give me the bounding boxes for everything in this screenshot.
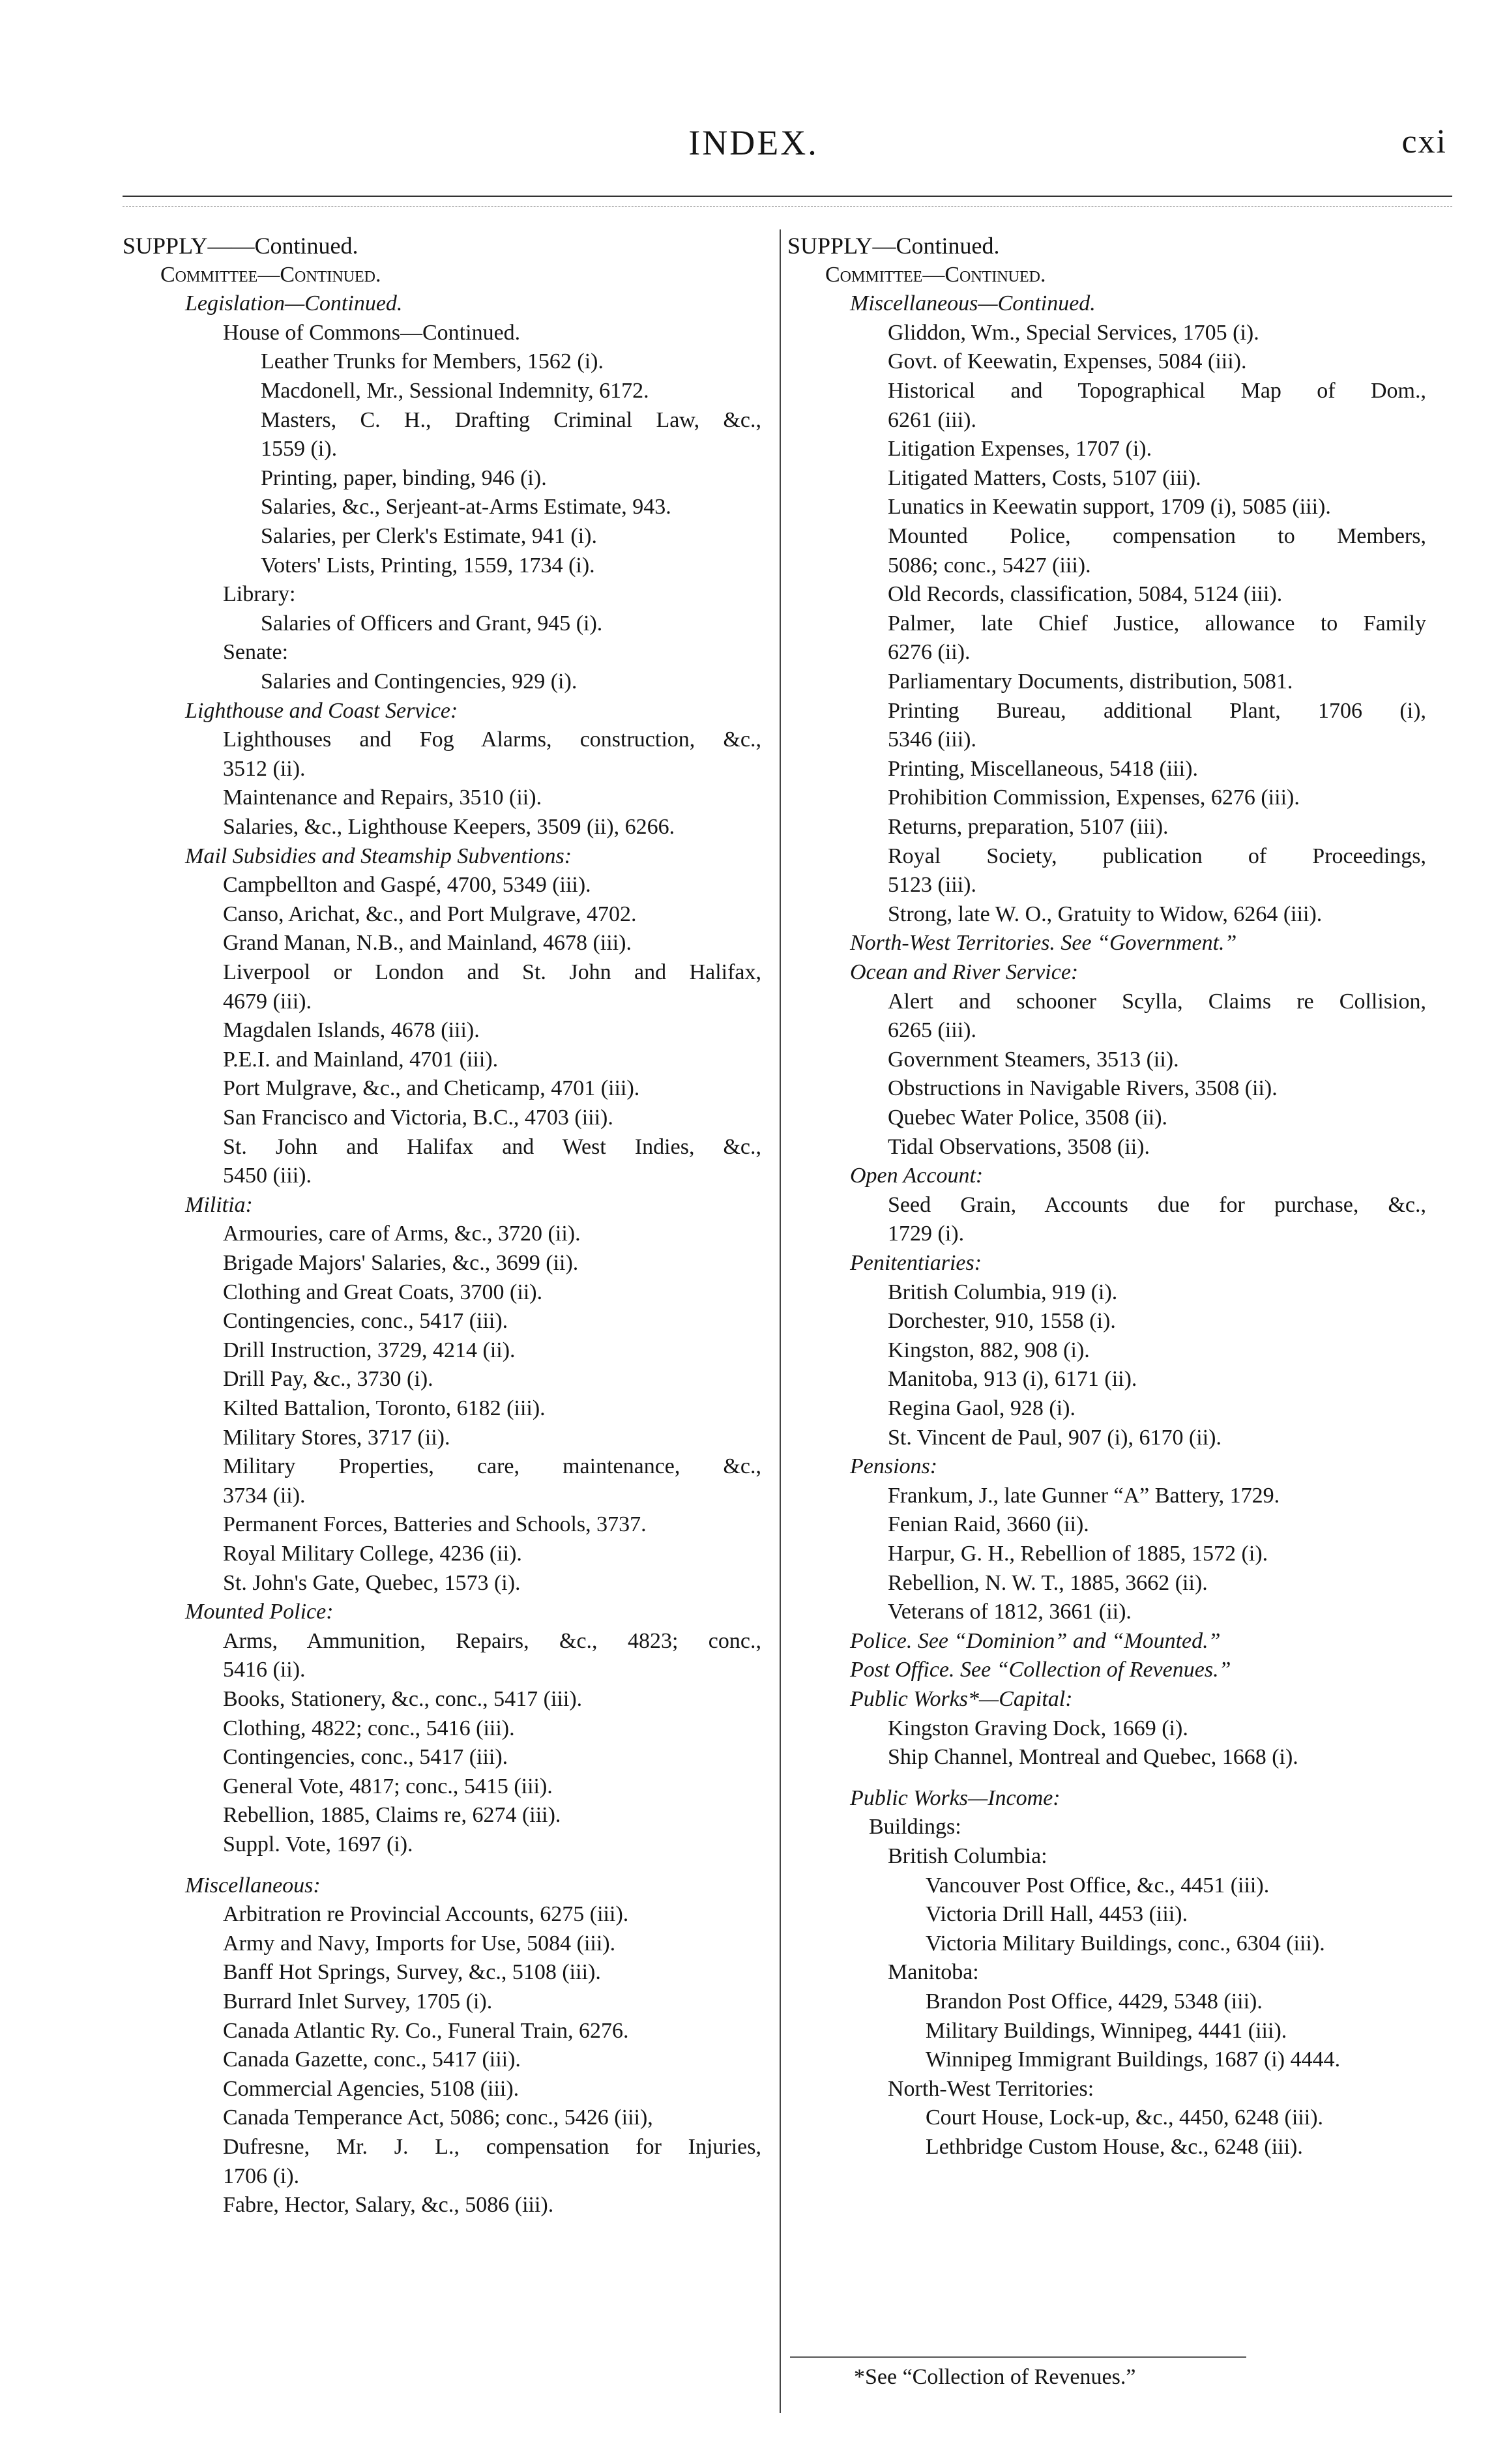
index-entry: Frankum, J., late Gunner “A” Battery, 1729. bbox=[888, 1484, 1280, 1508]
column-divider bbox=[780, 229, 781, 2413]
index-entry: Canada Gazette, conc., 5417 (iii). bbox=[223, 2047, 521, 2072]
index-entry: Clothing and Great Coats, 3700 (ii). bbox=[223, 1280, 543, 1304]
index-entry: Salaries, &c., Serjeant-at-Arms Estimate, 943. bbox=[261, 495, 671, 519]
index-entry: Arms, Ammunition, Repairs, &c., 4823; conc., bbox=[223, 1629, 761, 1653]
right-column bbox=[787, 231, 1446, 2324]
index-entry: Printing Bureau, additional Plant, 1706 (i), bbox=[888, 699, 1426, 723]
index-entry: Canada Atlantic Ry. Co., Funeral Train, 6276. bbox=[223, 2019, 629, 2043]
index-entry: Prohibition Commission, Expenses, 6276 (iii). bbox=[888, 785, 1300, 810]
index-entry: 5346 (iii). bbox=[888, 727, 976, 752]
index-entry: 1729 (i). bbox=[888, 1222, 965, 1246]
index-entry: Salaries, &c., Lighthouse Keepers, 3509 (ii), 6266. bbox=[223, 815, 675, 839]
index-entry: Committee—Continued. bbox=[825, 263, 1046, 287]
index-entry: Government Steamers, 3513 (ii). bbox=[888, 1048, 1179, 1072]
index-entry: Royal Society, publication of Proceedings, bbox=[888, 844, 1426, 868]
index-entry: 1559 (i). bbox=[261, 437, 338, 461]
index-entry: Post Office. See “Collection of Revenues.” bbox=[850, 1658, 1231, 1682]
index-entry: Banff Hot Springs, Survey, &c., 5108 (iii). bbox=[223, 1960, 601, 1984]
index-entry: Litigated Matters, Costs, 5107 (iii). bbox=[888, 466, 1201, 490]
index-entry: Kilted Battalion, Toronto, 6182 (iii). bbox=[223, 1396, 546, 1420]
header-rule-secondary bbox=[123, 206, 1452, 207]
index-entry: Court House, Lock-up, &c., 4450, 6248 (iii). bbox=[926, 2105, 1324, 2130]
index-entry: House of Commons—Continued. bbox=[223, 321, 521, 345]
index-entry: Military Stores, 3717 (ii). bbox=[223, 1426, 450, 1450]
index-entry: Penitentiaries: bbox=[850, 1251, 982, 1275]
index-entry: Army and Navy, Imports for Use, 5084 (iii). bbox=[223, 1931, 616, 1956]
index-entry: Historical and Topographical Map of Dom., bbox=[888, 379, 1426, 403]
index-entry: Kingston, 882, 908 (i). bbox=[888, 1338, 1090, 1362]
index-entry: Police. See “Dominion” and “Mounted.” bbox=[850, 1629, 1221, 1653]
index-entry: Dufresne, Mr. J. L., compensation for Injuries, bbox=[223, 2135, 761, 2159]
index-entry: San Francisco and Victoria, B.C., 4703 (iii). bbox=[223, 1106, 613, 1130]
index-entry: Old Records, classification, 5084, 5124 (iii). bbox=[888, 582, 1283, 606]
index-entry: General Vote, 4817; conc., 5415 (iii). bbox=[223, 1774, 553, 1798]
index-entry: 6261 (iii). bbox=[888, 408, 976, 432]
index-entry: Militia: bbox=[185, 1193, 253, 1217]
index-entry: Govt. of Keewatin, Expenses, 5084 (iii). bbox=[888, 349, 1247, 374]
index-entry: Pensions: bbox=[850, 1454, 938, 1478]
header-rule bbox=[123, 196, 1452, 197]
index-entry: Manitoba: bbox=[888, 1960, 979, 1984]
index-entry: Salaries, per Clerk's Estimate, 941 (i). bbox=[261, 524, 597, 548]
index-entry: Salaries of Officers and Grant, 945 (i). bbox=[261, 611, 603, 636]
index-entry: St. John's Gate, Quebec, 1573 (i). bbox=[223, 1571, 521, 1595]
index-entry: Winnipeg Immigrant Buildings, 1687 (i) 4444. bbox=[926, 2047, 1341, 2072]
index-entry: Contingencies, conc., 5417 (iii). bbox=[223, 1309, 508, 1333]
index-entry: P.E.I. and Mainland, 4701 (iii). bbox=[223, 1048, 499, 1072]
index-entry: 3734 (ii). bbox=[223, 1484, 306, 1508]
index-entry: Ship Channel, Montreal and Quebec, 1668 (i). bbox=[888, 1745, 1298, 1769]
index-entry: Drill Pay, &c., 3730 (i). bbox=[223, 1367, 433, 1391]
index-entry: Canso, Arichat, &c., and Port Mulgrave, 4702. bbox=[223, 902, 637, 926]
index-entry: Mail Subsidies and Steamship Subventions: bbox=[185, 844, 572, 868]
index-entry: Kingston Graving Dock, 1669 (i). bbox=[888, 1716, 1188, 1740]
index-entry: Legislation—Continued. bbox=[185, 291, 403, 315]
index-entry: Masters, C. H., Drafting Criminal Law, &c., bbox=[261, 408, 761, 432]
index-entry: Military Buildings, Winnipeg, 4441 (iii). bbox=[926, 2019, 1287, 2043]
index-entry: 6265 (iii). bbox=[888, 1018, 976, 1042]
index-entry: Suppl. Vote, 1697 (i). bbox=[223, 1832, 413, 1856]
index-entry: Lethbridge Custom House, &c., 6248 (iii). bbox=[926, 2135, 1303, 2159]
index-entry: Vancouver Post Office, &c., 4451 (iii). bbox=[926, 1873, 1270, 1898]
index-entry: Mounted Police: bbox=[185, 1600, 334, 1624]
page-number: cxi bbox=[1401, 123, 1447, 160]
index-entry: Victoria Drill Hall, 4453 (iii). bbox=[926, 1902, 1188, 1926]
index-entry: North-West Territories. See “Government.” bbox=[850, 931, 1237, 955]
index-entry: Committee—Continued. bbox=[160, 263, 381, 287]
index-entry: Manitoba, 913 (i), 6171 (ii). bbox=[888, 1367, 1137, 1391]
page-header bbox=[0, 123, 1507, 175]
index-entry: Open Account: bbox=[850, 1164, 984, 1188]
index-entry: Armouries, care of Arms, &c., 3720 (ii). bbox=[223, 1222, 581, 1246]
index-entry: Contingencies, conc., 5417 (iii). bbox=[223, 1745, 508, 1769]
left-column bbox=[123, 231, 774, 2324]
index-entry: Buildings: bbox=[869, 1815, 961, 1839]
index-entry: Arbitration re Provincial Accounts, 6275 (iii). bbox=[223, 1902, 629, 1926]
index-entry: Voters' Lists, Printing, 1559, 1734 (i). bbox=[261, 553, 595, 578]
page-title: INDEX. bbox=[688, 123, 819, 162]
index-entry: 1706 (i). bbox=[223, 2164, 300, 2188]
index-entry: Veterans of 1812, 3661 (ii). bbox=[888, 1600, 1132, 1624]
index-entry: Lighthouses and Fog Alarms, construction, &c., bbox=[223, 727, 761, 752]
index-entry: Lighthouse and Coast Service: bbox=[185, 699, 458, 723]
index-entry: Salaries and Contingencies, 929 (i). bbox=[261, 669, 578, 694]
index-entry: Books, Stationery, &c., conc., 5417 (iii). bbox=[223, 1687, 583, 1711]
index-entry: 5450 (iii). bbox=[223, 1164, 312, 1188]
index-entry: Royal Military College, 4236 (ii). bbox=[223, 1542, 522, 1566]
index-entry: Printing, Miscellaneous, 5418 (iii). bbox=[888, 757, 1198, 781]
index-entry: Ocean and River Service: bbox=[850, 960, 1079, 984]
index-entry: Fabre, Hector, Salary, &c., 5086 (iii). bbox=[223, 2193, 554, 2217]
footnote-rule bbox=[790, 2356, 1246, 2358]
index-entry: Victoria Military Buildings, conc., 6304 (iii). bbox=[926, 1931, 1325, 1956]
index-entry: Maintenance and Repairs, 3510 (ii). bbox=[223, 785, 542, 810]
index-entry: SUPPLY—Continued. bbox=[787, 233, 1000, 259]
index-entry: Parliamentary Documents, distribution, 5081. bbox=[888, 669, 1293, 694]
index-entry: Lunatics in Keewatin support, 1709 (i), 5085 (iii). bbox=[888, 495, 1331, 519]
index-entry: Public Works*—Capital: bbox=[850, 1687, 1073, 1711]
index-entry: Obstructions in Navigable Rivers, 3508 (ii). bbox=[888, 1076, 1278, 1100]
index-entry: Regina Gaol, 928 (i). bbox=[888, 1396, 1075, 1420]
index-entry: Drill Instruction, 3729, 4214 (ii). bbox=[223, 1338, 516, 1362]
index-entry: Leather Trunks for Members, 1562 (i). bbox=[261, 349, 604, 374]
index-entry: Returns, preparation, 5107 (iii). bbox=[888, 815, 1169, 839]
index-entry: Miscellaneous: bbox=[185, 1873, 321, 1898]
index-entry: Grand Manan, N.B., and Mainland, 4678 (iii). bbox=[223, 931, 632, 955]
index-entry: Quebec Water Police, 3508 (ii). bbox=[888, 1106, 1168, 1130]
index-entry: Printing, paper, binding, 946 (i). bbox=[261, 466, 547, 490]
index-entry: Clothing, 4822; conc., 5416 (iii). bbox=[223, 1716, 515, 1740]
index-entry: Permanent Forces, Batteries and Schools, 3737. bbox=[223, 1512, 647, 1536]
index-entry: 6276 (ii). bbox=[888, 640, 971, 664]
index-entry: Mounted Police, compensation to Members, bbox=[888, 524, 1426, 548]
index-entry: North-West Territories: bbox=[888, 2077, 1094, 2101]
index-entry: Public Works—Income: bbox=[850, 1786, 1061, 1810]
index-entry: Canada Temperance Act, 5086; conc., 5426 (iii), bbox=[223, 2105, 653, 2130]
index-entry: Commercial Agencies, 5108 (iii). bbox=[223, 2077, 519, 2101]
index-entry: 5086; conc., 5427 (iii). bbox=[888, 553, 1091, 578]
index-entry: Alert and schooner Scylla, Claims re Collision, bbox=[888, 990, 1426, 1014]
index-entry: Palmer, late Chief Justice, allowance to Family bbox=[888, 611, 1426, 636]
index-entry: Port Mulgrave, &c., and Cheticamp, 4701 (iii). bbox=[223, 1076, 640, 1100]
index-entry: 5416 (ii). bbox=[223, 1658, 306, 1682]
index-entry: Brigade Majors' Salaries, &c., 3699 (ii). bbox=[223, 1251, 579, 1275]
footnote: *See “Collection of Revenues.” bbox=[854, 2365, 1136, 2389]
index-entry: Senate: bbox=[223, 640, 289, 664]
index-entry: Tidal Observations, 3508 (ii). bbox=[888, 1135, 1150, 1159]
index-entry: Macdonell, Mr., Sessional Indemnity, 6172. bbox=[261, 379, 649, 403]
index-entry: Dorchester, 910, 1558 (i). bbox=[888, 1309, 1116, 1333]
index-entry: Seed Grain, Accounts due for purchase, &c., bbox=[888, 1193, 1426, 1217]
index-entry: Gliddon, Wm., Special Services, 1705 (i). bbox=[888, 321, 1259, 345]
index-entry: Campbellton and Gaspé, 4700, 5349 (iii). bbox=[223, 873, 591, 897]
index-entry: St. Vincent de Paul, 907 (i), 6170 (ii). bbox=[888, 1426, 1222, 1450]
index-entry: 3512 (ii). bbox=[223, 757, 306, 781]
index-entry: British Columbia: bbox=[888, 1844, 1047, 1868]
index-entry: Fenian Raid, 3660 (ii). bbox=[888, 1512, 1089, 1536]
index-entry: British Columbia, 919 (i). bbox=[888, 1280, 1118, 1304]
index-entry: 4679 (iii). bbox=[223, 990, 312, 1014]
index-entry: Rebellion, N. W. T., 1885, 3662 (ii). bbox=[888, 1571, 1208, 1595]
index-entry: Magdalen Islands, 4678 (iii). bbox=[223, 1018, 480, 1042]
index-entry: SUPPLY——Continued. bbox=[123, 233, 358, 259]
index-entry: Litigation Expenses, 1707 (i). bbox=[888, 437, 1152, 461]
index-entry: Rebellion, 1885, Claims re, 6274 (iii). bbox=[223, 1803, 561, 1827]
index-entry: St. John and Halifax and West Indies, &c., bbox=[223, 1135, 761, 1159]
index-entry: Liverpool or London and St. John and Halifax, bbox=[223, 960, 761, 984]
index-entry: Harpur, G. H., Rebellion of 1885, 1572 (i). bbox=[888, 1542, 1268, 1566]
index-entry: Miscellaneous—Continued. bbox=[850, 291, 1096, 315]
index-entry: Burrard Inlet Survey, 1705 (i). bbox=[223, 1989, 493, 2014]
index-entry: Military Properties, care, maintenance, &c., bbox=[223, 1454, 761, 1478]
index-entry: Strong, late W. O., Gratuity to Widow, 6264 (iii). bbox=[888, 902, 1323, 926]
index-entry: 5123 (iii). bbox=[888, 873, 976, 897]
index-entry: Brandon Post Office, 4429, 5348 (iii). bbox=[926, 1989, 1263, 2014]
index-entry: Library: bbox=[223, 582, 296, 606]
